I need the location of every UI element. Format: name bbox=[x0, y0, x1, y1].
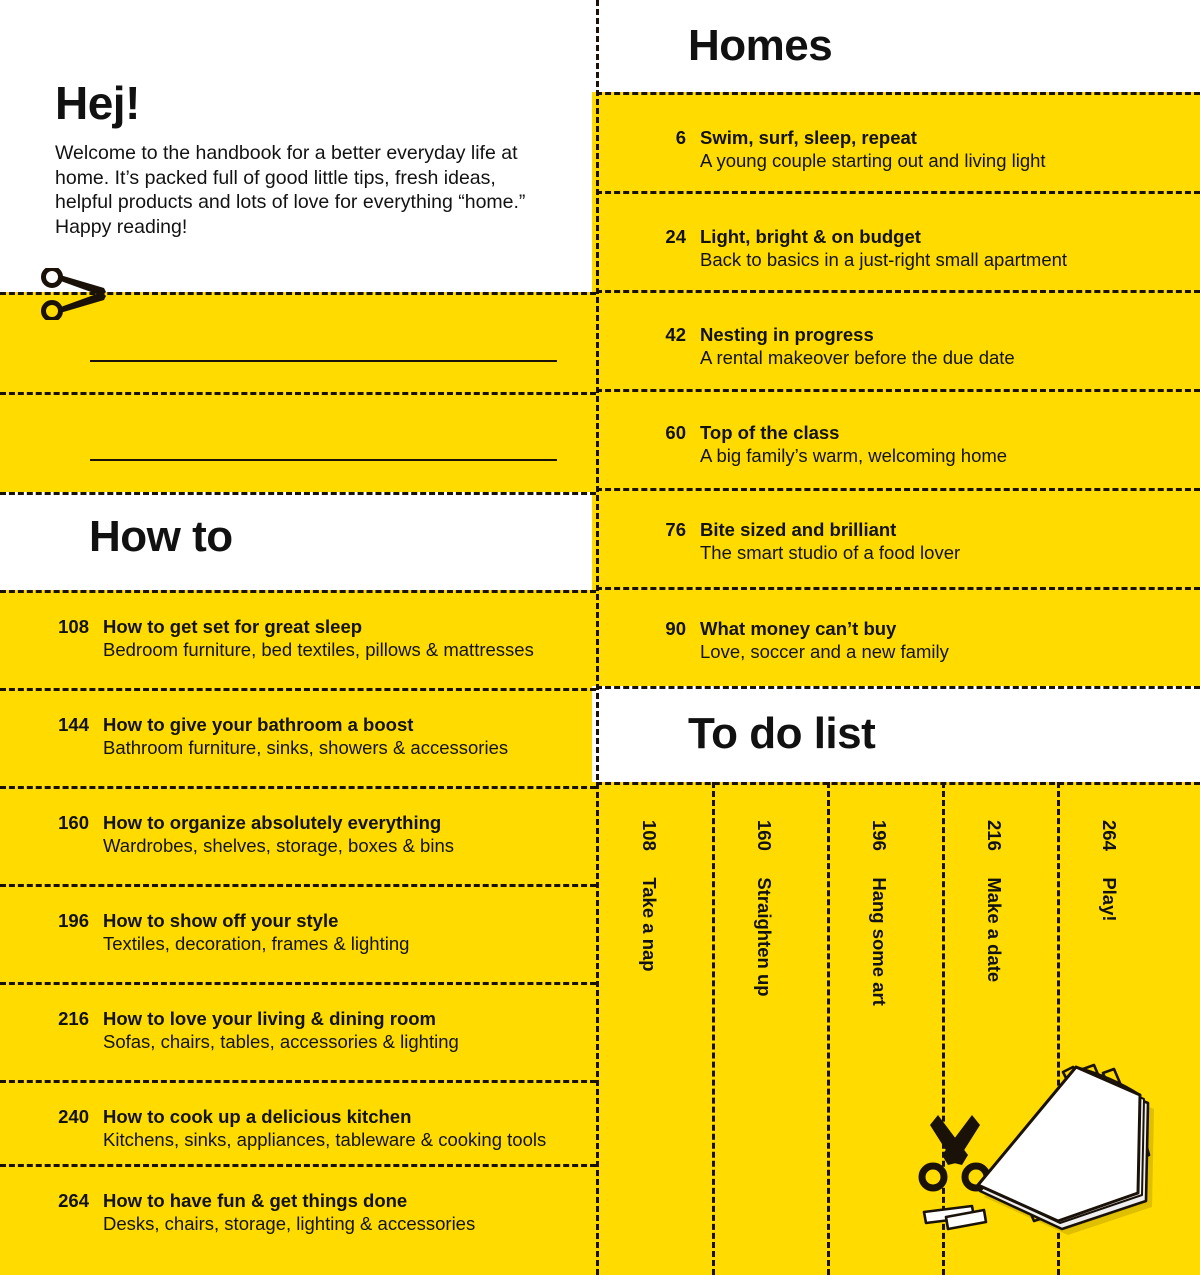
left-divider-note-line-1 bbox=[0, 392, 596, 395]
todolist-heading-background bbox=[592, 686, 1200, 782]
homes-entry-text bbox=[700, 617, 949, 663]
howto-entry-text bbox=[103, 1007, 459, 1053]
homes-entry-text bbox=[700, 518, 960, 564]
homes-entry-page: 76 bbox=[665, 519, 686, 540]
homes-heading-background bbox=[592, 0, 1200, 92]
homes-entry-title: Light, bright & on budget bbox=[700, 226, 921, 247]
homes-entry-page: 90 bbox=[665, 618, 686, 639]
scissors-icon bbox=[38, 268, 110, 325]
todo-entry-label: Make a date bbox=[984, 877, 1005, 983]
right-divider-homes-6 bbox=[596, 686, 1200, 689]
todo-entry-page: 264 bbox=[1099, 820, 1120, 851]
intro-body-text: Welcome to the handbook for a better everyday life at home. It’s packed full of good little tips, fresh ideas, helpful products and lots of love for everything “home.” Happy reading! bbox=[55, 142, 526, 238]
homes-entry-title: Swim, surf, sleep, repeat bbox=[700, 127, 917, 148]
right-divider-homes-4 bbox=[596, 488, 1200, 491]
howto-entry-title: How to have fun & get things done bbox=[103, 1190, 408, 1211]
howto-entry-subtitle: Wardrobes, shelves, storage, boxes & bins bbox=[103, 835, 454, 856]
howto-entry-page: 216 bbox=[58, 1008, 89, 1029]
homes-entry-subtitle: A young couple starting out and living light bbox=[700, 150, 1046, 171]
todo-entry-label: Take a nap bbox=[639, 877, 660, 972]
todo-entry[interactable] bbox=[1098, 820, 1120, 922]
left-divider-howto-5 bbox=[0, 1080, 596, 1083]
howto-entry-page: 108 bbox=[58, 616, 89, 637]
todo-entry-page: 160 bbox=[754, 820, 775, 851]
right-divider-homes-5 bbox=[596, 587, 1200, 590]
howto-entry-title: How to organize absolutely everything bbox=[103, 812, 442, 833]
howto-entry-subtitle: Desks, chairs, storage, lighting & accessories bbox=[103, 1213, 476, 1234]
homes-entry-subtitle: A big family’s warm, welcoming home bbox=[700, 445, 1008, 466]
todo-column-divider-2 bbox=[827, 782, 830, 1275]
intro-heading: Hej! bbox=[55, 77, 140, 129]
howto-entry-title: How to cook up a delicious kitchen bbox=[103, 1106, 412, 1127]
left-divider-howto-head bbox=[0, 590, 596, 593]
homes-entry-text bbox=[700, 421, 1007, 467]
howto-heading: How to bbox=[89, 512, 233, 561]
homes-entry-page: 24 bbox=[665, 226, 686, 247]
homes-entry-title: Nesting in progress bbox=[700, 324, 874, 345]
todo-entry[interactable] bbox=[638, 820, 660, 972]
todo-entry[interactable] bbox=[983, 820, 1005, 982]
right-divider-homes-head bbox=[596, 92, 1200, 95]
howto-entry-page: 264 bbox=[58, 1190, 89, 1211]
right-divider-todo-head bbox=[596, 782, 1200, 785]
todo-entry-page: 196 bbox=[869, 820, 890, 851]
todo-column-divider-1 bbox=[712, 782, 715, 1275]
left-divider-howto-4 bbox=[0, 982, 596, 985]
howto-entry-text bbox=[103, 811, 454, 857]
todo-entry-label: Play! bbox=[1099, 877, 1120, 922]
note-write-line-1[interactable] bbox=[90, 360, 557, 362]
todo-entry-label: Hang some art bbox=[869, 877, 890, 1006]
howto-entry-subtitle: Sofas, chairs, tables, accessories & lighting bbox=[103, 1031, 459, 1052]
homes-entry-subtitle: The smart studio of a food lover bbox=[700, 542, 961, 563]
todo-entry[interactable] bbox=[753, 820, 775, 997]
homes-entry-page: 60 bbox=[665, 422, 686, 443]
homes-entry-page: 6 bbox=[675, 127, 686, 148]
howto-entry-subtitle: Bedroom furniture, bed textiles, pillows & mattresses bbox=[103, 639, 534, 660]
howto-entry-subtitle: Kitchens, sinks, appliances, tableware & cooking tools bbox=[103, 1129, 547, 1150]
left-divider-howto-3 bbox=[0, 884, 596, 887]
howto-entry-subtitle: Textiles, decoration, frames & lighting bbox=[103, 933, 410, 954]
homes-entry-title: Top of the class bbox=[700, 422, 840, 443]
howto-entry-page: 240 bbox=[58, 1106, 89, 1127]
todo-entry-page: 108 bbox=[639, 820, 660, 851]
howto-entry-title: How to give your bathroom a boost bbox=[103, 714, 414, 735]
homes-entry-subtitle: A rental makeover before the due date bbox=[700, 347, 1015, 368]
homes-entry-subtitle: Love, soccer and a new family bbox=[700, 641, 949, 662]
book-with-bookmarks-illustration bbox=[900, 1045, 1190, 1265]
scissors-icon bbox=[922, 1115, 987, 1188]
howto-entry-page: 144 bbox=[58, 714, 89, 735]
todo-entry-page: 216 bbox=[984, 820, 1005, 851]
right-divider-homes-2 bbox=[596, 290, 1200, 293]
homes-entry-text bbox=[700, 323, 1015, 369]
homes-entry-title: Bite sized and brilliant bbox=[700, 519, 897, 540]
homes-entry-title: What money can’t buy bbox=[700, 618, 897, 639]
howto-entry-title: How to get set for great sleep bbox=[103, 616, 363, 637]
howto-entry-text bbox=[103, 909, 409, 955]
homes-heading: Homes bbox=[688, 21, 833, 70]
left-divider-howto-2 bbox=[0, 786, 596, 789]
todo-entry[interactable] bbox=[868, 820, 890, 1006]
left-divider-notes-howto bbox=[0, 492, 596, 495]
howto-entry-text bbox=[103, 713, 508, 759]
howto-entry-text bbox=[103, 1189, 475, 1235]
howto-entry-subtitle: Bathroom furniture, sinks, showers & accessories bbox=[103, 737, 509, 758]
left-divider-howto-1 bbox=[0, 688, 596, 691]
howto-entry-text bbox=[103, 615, 534, 661]
note-write-line-2[interactable] bbox=[90, 459, 557, 461]
howto-entry-page: 196 bbox=[58, 910, 89, 931]
todolist-heading: To do list bbox=[688, 709, 876, 758]
homes-entry-text bbox=[700, 225, 1067, 271]
howto-entry-title: How to love your living & dining room bbox=[103, 1008, 436, 1029]
cut-paper-strips bbox=[924, 1206, 986, 1229]
homes-entry-subtitle: Back to basics in a just-right small apartment bbox=[700, 249, 1068, 270]
howto-entry-text bbox=[103, 1105, 546, 1151]
howto-entry-page: 160 bbox=[58, 812, 89, 833]
homes-entry-page: 42 bbox=[665, 324, 686, 345]
right-divider-homes-3 bbox=[596, 389, 1200, 392]
homes-entry-text bbox=[700, 126, 1046, 172]
left-divider-howto-6 bbox=[0, 1164, 596, 1167]
center-spine-divider bbox=[596, 0, 599, 1275]
todo-entry-label: Straighten up bbox=[754, 877, 775, 997]
right-divider-homes-1 bbox=[596, 191, 1200, 194]
howto-entry-title: How to show off your style bbox=[103, 910, 339, 931]
